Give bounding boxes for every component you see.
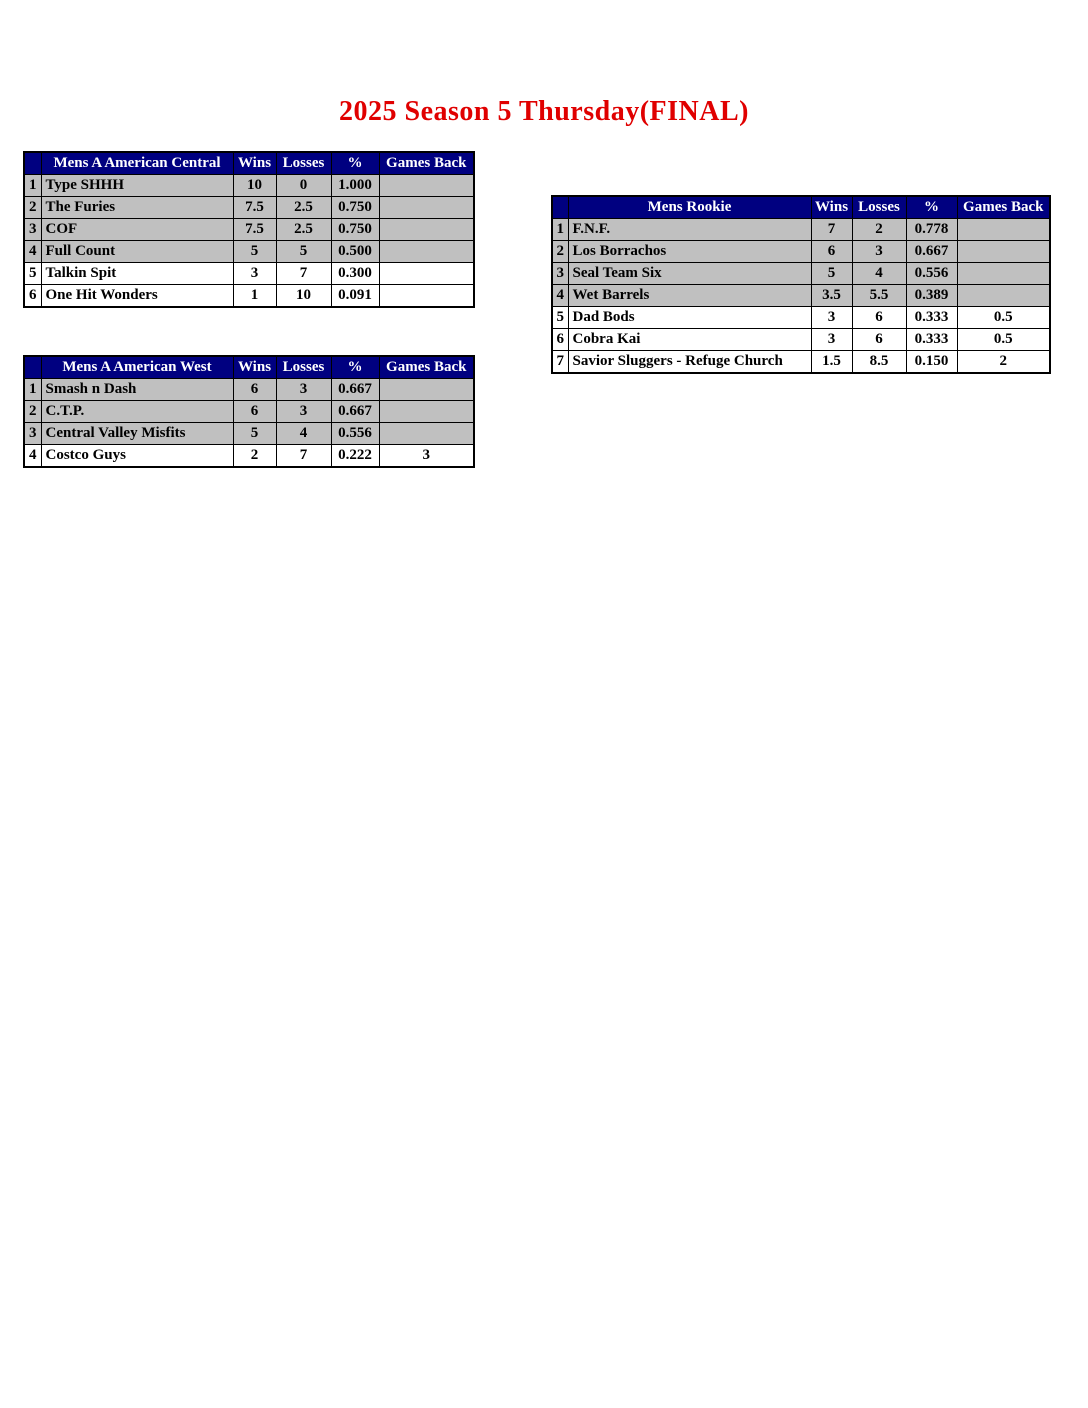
pct-value: 0.333 [906, 329, 957, 351]
team-row [24, 423, 474, 445]
wins-value: 3 [811, 329, 852, 351]
standings-table-mens-a-american-central [23, 151, 475, 308]
pct-value: 0.667 [331, 401, 379, 423]
games-back-value [379, 241, 474, 263]
team-row [552, 219, 1050, 241]
wins-value: 2 [233, 445, 276, 468]
losses-value: 0 [276, 175, 331, 197]
team-name: COF [41, 219, 233, 241]
pct-value: 0.667 [906, 241, 957, 263]
rank-cell: 4 [24, 445, 41, 468]
games-back-value: 2 [957, 351, 1050, 374]
team-row [24, 263, 474, 285]
team-row [552, 263, 1050, 285]
col-header-games-back: Games Back [379, 356, 474, 379]
team-row [552, 285, 1050, 307]
wins-value: 1.5 [811, 351, 852, 374]
col-header-wins: Wins [233, 152, 276, 175]
pct-value: 0.389 [906, 285, 957, 307]
header-row [24, 356, 474, 379]
pct-value: 0.750 [331, 197, 379, 219]
team-name: Type SHHH [41, 175, 233, 197]
rank-cell: 3 [24, 219, 41, 241]
games-back-value [379, 379, 474, 401]
games-back-value: 0.5 [957, 329, 1050, 351]
rank-cell: 6 [24, 285, 41, 308]
rank-cell: 1 [24, 379, 41, 401]
wins-value: 10 [233, 175, 276, 197]
col-header-losses: Losses [276, 152, 331, 175]
rank-cell: 2 [24, 197, 41, 219]
pct-value: 0.333 [906, 307, 957, 329]
team-name: The Furies [41, 197, 233, 219]
team-name: Wet Barrels [568, 285, 811, 307]
pct-value: 0.778 [906, 219, 957, 241]
pct-value: 0.556 [331, 423, 379, 445]
rank-cell: 4 [24, 241, 41, 263]
team-row [552, 329, 1050, 351]
team-row [552, 307, 1050, 329]
wins-value: 6 [233, 401, 276, 423]
wins-value: 6 [811, 241, 852, 263]
table-title-mens-a-american-west: Mens A American West [41, 356, 233, 379]
pct-value: 0.150 [906, 351, 957, 374]
team-row [24, 219, 474, 241]
col-header-games-back: Games Back [957, 196, 1050, 219]
team-name: C.T.P. [41, 401, 233, 423]
standings-table-container-mens-a-american-central [23, 151, 475, 308]
team-name: Costco Guys [41, 445, 233, 468]
games-back-value [379, 197, 474, 219]
losses-value: 5 [276, 241, 331, 263]
rank-cell: 3 [24, 423, 41, 445]
games-back-value [379, 285, 474, 308]
header-row [552, 196, 1050, 219]
rank-cell: 5 [552, 307, 568, 329]
corner-cell [24, 152, 41, 175]
games-back-value [379, 423, 474, 445]
team-name: Cobra Kai [568, 329, 811, 351]
col-header-wins: Wins [233, 356, 276, 379]
rank-cell: 3 [552, 263, 568, 285]
team-name: Talkin Spit [41, 263, 233, 285]
wins-value: 3 [811, 307, 852, 329]
wins-value: 7.5 [233, 197, 276, 219]
header-row [24, 152, 474, 175]
table-title-mens-rookie: Mens Rookie [568, 196, 811, 219]
losses-value: 4 [852, 263, 906, 285]
col-header-pct: % [331, 356, 379, 379]
col-header-pct: % [906, 196, 957, 219]
pct-value: 0.556 [906, 263, 957, 285]
rank-cell: 1 [24, 175, 41, 197]
team-row [24, 445, 474, 468]
team-row [24, 241, 474, 263]
wins-value: 3 [233, 263, 276, 285]
pct-value: 0.750 [331, 219, 379, 241]
pct-value: 0.300 [331, 263, 379, 285]
page-title: 2025 Season 5 Thursday(FINAL) [339, 96, 749, 127]
games-back-value [379, 401, 474, 423]
col-header-games-back: Games Back [379, 152, 474, 175]
standings-table-container-mens-a-american-west [23, 355, 475, 468]
pct-value: 0.667 [331, 379, 379, 401]
losses-value: 2 [852, 219, 906, 241]
team-name: Smash n Dash [41, 379, 233, 401]
team-row [24, 401, 474, 423]
losses-value: 10 [276, 285, 331, 308]
losses-value: 2.5 [276, 219, 331, 241]
losses-value: 7 [276, 263, 331, 285]
wins-value: 5 [811, 263, 852, 285]
games-back-value: 3 [379, 445, 474, 468]
rank-cell: 7 [552, 351, 568, 374]
rank-cell: 4 [552, 285, 568, 307]
team-name: Savior Sluggers - Refuge Church [568, 351, 811, 374]
games-back-value [379, 263, 474, 285]
corner-cell [24, 356, 41, 379]
wins-value: 5 [233, 241, 276, 263]
standings-table-container-mens-rookie [551, 195, 1051, 374]
team-row [24, 285, 474, 308]
losses-value: 4 [276, 423, 331, 445]
team-name: Los Borrachos [568, 241, 811, 263]
games-back-value [379, 175, 474, 197]
table-title-mens-a-american-central: Mens A American Central [41, 152, 233, 175]
games-back-value [957, 219, 1050, 241]
games-back-value [957, 285, 1050, 307]
team-row [24, 197, 474, 219]
team-name: Full Count [41, 241, 233, 263]
team-name: One Hit Wonders [41, 285, 233, 308]
games-back-value [379, 219, 474, 241]
wins-value: 1 [233, 285, 276, 308]
losses-value: 3 [276, 379, 331, 401]
pct-value: 1.000 [331, 175, 379, 197]
games-back-value: 0.5 [957, 307, 1050, 329]
losses-value: 6 [852, 329, 906, 351]
losses-value: 7 [276, 445, 331, 468]
pct-value: 0.091 [331, 285, 379, 308]
wins-value: 7.5 [233, 219, 276, 241]
losses-value: 6 [852, 307, 906, 329]
losses-value: 3 [276, 401, 331, 423]
team-name: Central Valley Misfits [41, 423, 233, 445]
standings-table-mens-rookie [551, 195, 1051, 374]
rank-cell: 5 [24, 263, 41, 285]
losses-value: 8.5 [852, 351, 906, 374]
wins-value: 7 [811, 219, 852, 241]
standings-table-mens-a-american-west [23, 355, 475, 468]
team-row [24, 379, 474, 401]
losses-value: 3 [852, 241, 906, 263]
games-back-value [957, 263, 1050, 285]
team-name: Dad Bods [568, 307, 811, 329]
col-header-losses: Losses [276, 356, 331, 379]
team-row [552, 351, 1050, 374]
games-back-value [957, 241, 1050, 263]
wins-value: 5 [233, 423, 276, 445]
losses-value: 2.5 [276, 197, 331, 219]
rank-cell: 2 [552, 241, 568, 263]
wins-value: 3.5 [811, 285, 852, 307]
col-header-losses: Losses [852, 196, 906, 219]
corner-cell [552, 196, 568, 219]
col-header-wins: Wins [811, 196, 852, 219]
team-row [552, 241, 1050, 263]
col-header-pct: % [331, 152, 379, 175]
team-name: Seal Team Six [568, 263, 811, 285]
rank-cell: 1 [552, 219, 568, 241]
team-row [24, 175, 474, 197]
rank-cell: 6 [552, 329, 568, 351]
team-name: F.N.F. [568, 219, 811, 241]
losses-value: 5.5 [852, 285, 906, 307]
pct-value: 0.500 [331, 241, 379, 263]
rank-cell: 2 [24, 401, 41, 423]
pct-value: 0.222 [331, 445, 379, 468]
wins-value: 6 [233, 379, 276, 401]
